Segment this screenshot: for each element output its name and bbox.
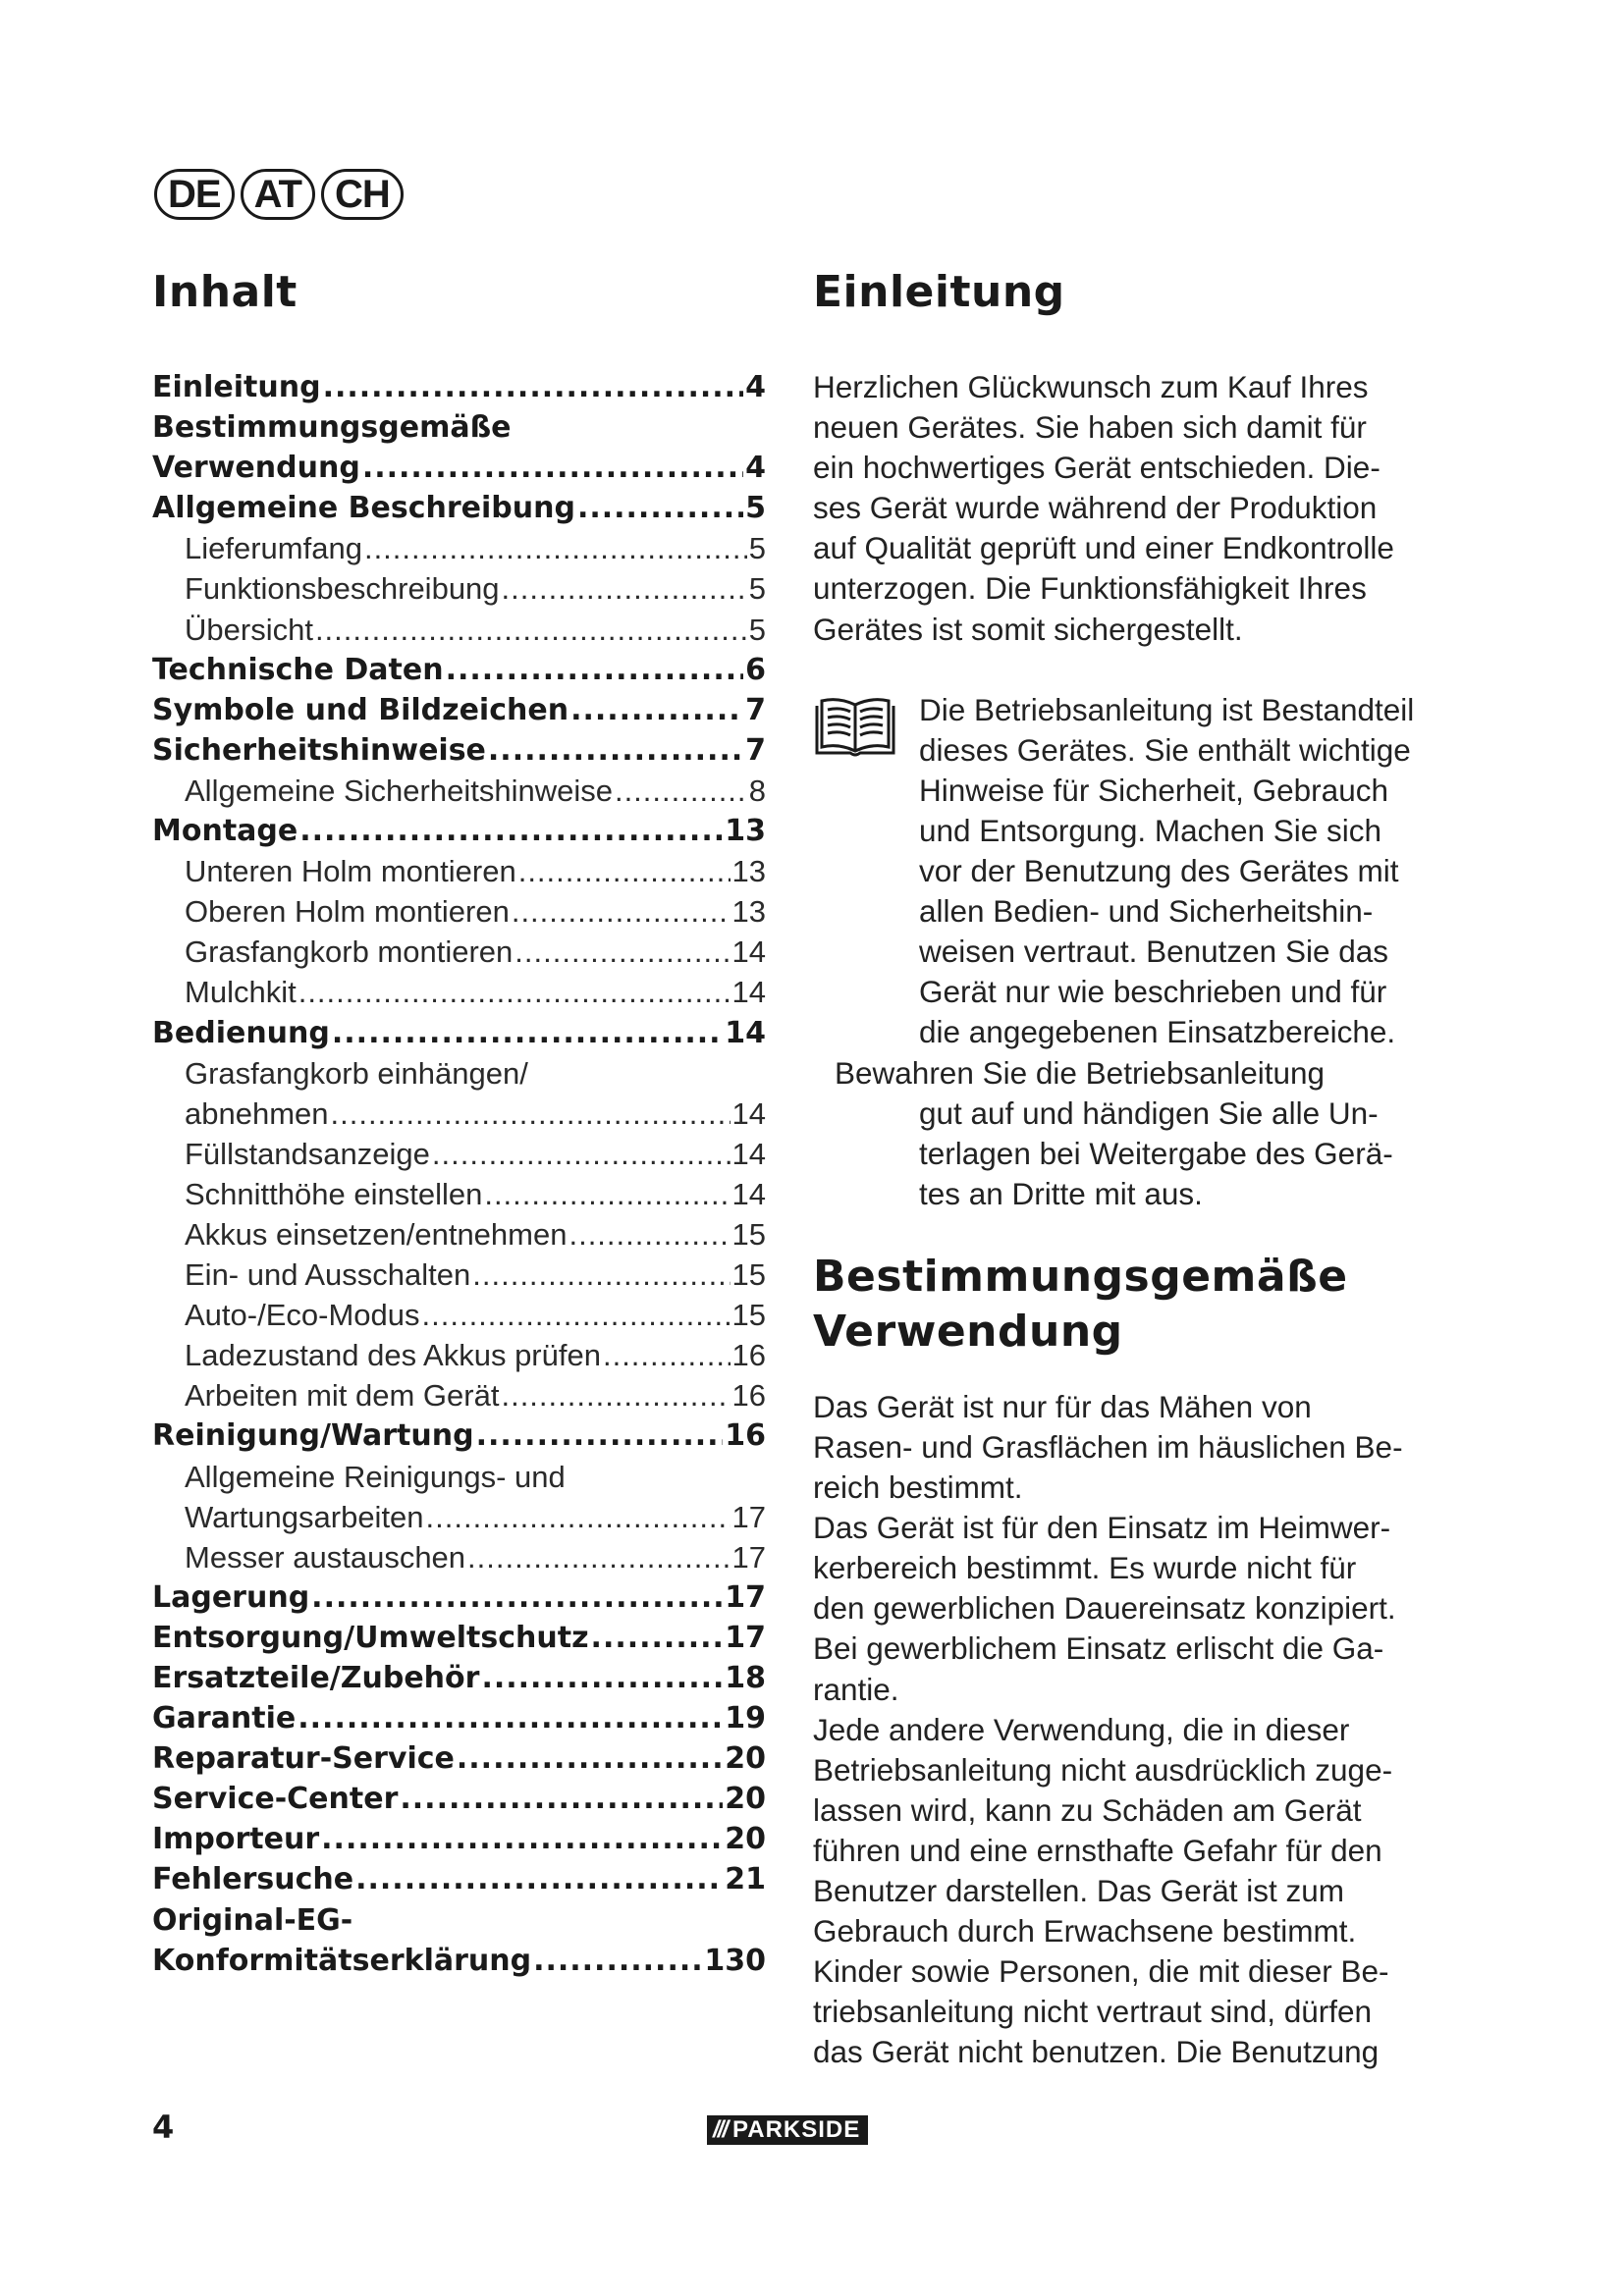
toc-entry bbox=[152, 1738, 766, 1779]
einleitung-intro bbox=[813, 367, 1441, 650]
toc-entry-page: 18 bbox=[725, 1661, 766, 1695]
toc-entry-page: 13 bbox=[725, 814, 766, 849]
toc-leader-dots bbox=[422, 1295, 731, 1335]
text-line: Das Gerät ist nur für das Mähen von bbox=[813, 1388, 1312, 1424]
toc-entry bbox=[152, 1859, 766, 1899]
text-line: Gerätes ist somit sichergestellt. bbox=[813, 611, 1243, 647]
toc-leader-dots bbox=[577, 488, 743, 528]
text-line: gut auf und händigen Sie alle Un- bbox=[919, 1095, 1379, 1131]
einleitung-heading: Einleitung bbox=[813, 267, 1065, 317]
text-line: Kinder sowie Personen, die mit dieser Be- bbox=[813, 1953, 1389, 1990]
text-line: auf Qualität geprüft und einer Endkontrolle bbox=[813, 530, 1394, 566]
toc-entry-page: 4 bbox=[745, 370, 766, 404]
toc-entry-page: 16 bbox=[725, 1418, 766, 1454]
text-line: Das Gerät ist für den Einsatz im Heimwer- bbox=[813, 1510, 1391, 1546]
toc-leader-dots bbox=[315, 610, 747, 650]
toc-entry bbox=[152, 730, 766, 771]
toc-entry-page: 17 bbox=[731, 1499, 766, 1534]
toc-entry-title: Verwendung bbox=[152, 451, 360, 486]
text-line: die angegebenen Einsatzbereiche. bbox=[919, 1014, 1396, 1050]
verwendung-heading-line1: Bestimmungsgemäße bbox=[813, 1251, 1348, 1302]
toc-entry bbox=[152, 1375, 766, 1415]
toc-entry bbox=[152, 1415, 766, 1456]
text-line: Jede andere Verwendung, die in dieser bbox=[813, 1711, 1350, 1747]
language-badges bbox=[154, 169, 404, 220]
toc-leader-dots bbox=[355, 1859, 723, 1899]
toc-entry bbox=[152, 528, 766, 568]
toc-leader-dots bbox=[321, 1819, 723, 1859]
toc-leader-dots bbox=[518, 851, 731, 891]
toc-entry-page: 130 bbox=[704, 1943, 766, 1978]
language-badge-ch: CH bbox=[321, 169, 404, 220]
toc-entry-page: 15 bbox=[731, 1298, 766, 1333]
toc-entry bbox=[152, 448, 766, 488]
open-book-icon bbox=[813, 696, 897, 761]
toc-entry-page: 5 bbox=[748, 531, 766, 566]
toc-entry-page: 4 bbox=[745, 451, 766, 486]
toc-leader-dots bbox=[299, 811, 723, 851]
text-line: Gerät nur wie beschrieben und für bbox=[919, 974, 1387, 1010]
toc-entry-page: 20 bbox=[725, 1741, 766, 1777]
logo-text: PARKSIDE bbox=[732, 2116, 861, 2143]
toc-entry-page: 20 bbox=[725, 1782, 766, 1817]
toc-entry-title: Unteren Holm montieren bbox=[185, 854, 516, 889]
toc-entry-page: 14 bbox=[731, 975, 766, 1010]
toc-entry-page: 14 bbox=[725, 1015, 766, 1050]
toc-entry-title: Allgemeine Reinigungs- und bbox=[185, 1459, 566, 1494]
toc-entry-title: Bestimmungsgemäße bbox=[152, 410, 512, 446]
toc-entry bbox=[152, 650, 766, 690]
toc-entry-title: Service-Center bbox=[152, 1782, 399, 1817]
toc-leader-dots bbox=[476, 1415, 724, 1456]
toc-entry-title: Bedienung bbox=[152, 1015, 330, 1050]
toc-entry-title: Füllstandsanzeige bbox=[185, 1136, 430, 1171]
toc-entry-title: Konformitätserklärung bbox=[152, 1943, 532, 1978]
toc-entry-title: Allgemeine Beschreibung bbox=[152, 491, 575, 526]
verwendung-heading bbox=[813, 1250, 1441, 1360]
toc-entry-page: 15 bbox=[731, 1216, 766, 1252]
toc-entry-title: Messer austauschen bbox=[185, 1539, 466, 1575]
toc-entry-title: Mulchkit bbox=[185, 975, 297, 1010]
toc-entry bbox=[152, 1214, 766, 1255]
toc-entry-title: Allgemeine Sicherheitshinweise bbox=[185, 773, 613, 808]
text-line: Gebrauch durch Erwachsene bestimmt. bbox=[813, 1913, 1357, 1949]
parkside-logo bbox=[707, 2115, 868, 2145]
toc-leader-dots bbox=[311, 1577, 723, 1618]
toc-entry-page: 17 bbox=[731, 1539, 766, 1575]
toc-leader-dots bbox=[457, 1738, 723, 1779]
toc-entry bbox=[152, 1779, 766, 1819]
toc-entry-page: 14 bbox=[731, 934, 766, 970]
toc-entry-title: Auto-/Eco-Modus bbox=[185, 1298, 420, 1333]
text-line: allen Bedien- und Sicherheitshin- bbox=[919, 893, 1374, 930]
text-line: dieses Gerätes. Sie enthält wichtige bbox=[919, 731, 1411, 768]
page-number: 4 bbox=[152, 2109, 175, 2146]
toc-entry bbox=[152, 1295, 766, 1335]
toc-entry-title: Ladezustand des Akkus prüfen bbox=[185, 1338, 601, 1373]
toc-entry bbox=[152, 891, 766, 932]
text-line: unterzogen. Die Funktionsfähigkeit Ihres bbox=[813, 570, 1367, 607]
toc-leader-dots bbox=[432, 1134, 731, 1174]
toc-entry-page: 5 bbox=[745, 491, 766, 526]
toc-entry-title: Garantie bbox=[152, 1701, 297, 1736]
toc-entry-page: 16 bbox=[731, 1378, 766, 1414]
toc-leader-dots bbox=[362, 448, 743, 488]
toc-entry bbox=[152, 690, 766, 730]
toc-leader-dots bbox=[364, 528, 747, 568]
toc-entry bbox=[152, 1013, 766, 1053]
toc-entry bbox=[152, 1255, 766, 1295]
text-line: rantie. bbox=[813, 1671, 899, 1707]
toc-entry-title: Symbole und Bildzeichen bbox=[152, 692, 569, 727]
toc-entry-title: Importeur bbox=[152, 1822, 320, 1857]
toc-entry-title: Schnitthöhe einstellen bbox=[185, 1176, 483, 1211]
toc-entry bbox=[152, 488, 766, 528]
toc-entry bbox=[152, 1174, 766, 1214]
text-line: neuen Gerätes. Sie haben sich damit für bbox=[813, 409, 1367, 446]
toc-leader-dots bbox=[298, 972, 731, 1012]
manual-note bbox=[813, 690, 1441, 1214]
toc-entry-page: 14 bbox=[731, 1136, 766, 1171]
toc-entry-title: Technische Daten bbox=[152, 652, 444, 687]
toc-entry-page: 21 bbox=[725, 1862, 766, 1897]
text-line: terlagen bei Weitergabe des Gerä- bbox=[919, 1135, 1393, 1171]
toc-leader-dots bbox=[400, 1779, 723, 1819]
toc-entry-title: Lieferumfang bbox=[185, 531, 362, 566]
toc-leader-dots bbox=[591, 1618, 724, 1658]
toc-leader-dots bbox=[332, 1013, 723, 1053]
verwendung-text bbox=[813, 1387, 1441, 2073]
toc-entry-title: Einleitung bbox=[152, 370, 321, 404]
toc-entry-page: 14 bbox=[731, 1095, 766, 1131]
manual-note-tail-indented bbox=[813, 1094, 1441, 1214]
text-line: das Gerät nicht benutzen. Die Benutzung bbox=[813, 2034, 1380, 2070]
text-line: den gewerblichen Dauereinsatz konzipiert. bbox=[813, 1590, 1396, 1627]
toc-entry bbox=[152, 1335, 766, 1375]
toc-entry-page: 14 bbox=[731, 1176, 766, 1211]
text-line: Hinweise für Sicherheit, Gebrauch bbox=[919, 772, 1388, 808]
toc-entry-title: Grasfangkorb montieren bbox=[185, 934, 514, 970]
toc-leader-dots bbox=[331, 1094, 731, 1134]
toc-entry bbox=[152, 1577, 766, 1618]
toc-leader-dots bbox=[603, 1335, 731, 1375]
toc-entry-title: Reinigung/Wartung bbox=[152, 1418, 474, 1454]
toc-column bbox=[152, 265, 766, 1981]
toc-entry-title: Lagerung bbox=[152, 1579, 310, 1615]
toc-entry-title: Sicherheitshinweise bbox=[152, 732, 486, 768]
toc-entry-title: abnehmen bbox=[185, 1095, 329, 1131]
toc-entry-title: Grasfangkorb einhängen/ bbox=[185, 1055, 528, 1091]
toc-leader-dots bbox=[502, 568, 747, 609]
toc-entry-page: 13 bbox=[731, 854, 766, 889]
text-line: lassen wird, kann zu Schäden am Gerät bbox=[813, 1791, 1362, 1828]
toc-entry-title: Reparatur-Service bbox=[152, 1741, 455, 1777]
toc-entry-page: 13 bbox=[731, 894, 766, 930]
toc-leader-dots bbox=[298, 1698, 723, 1738]
toc-entry-title: Fehlersuche bbox=[152, 1862, 354, 1897]
toc-entry-title: Original-EG- bbox=[152, 1902, 353, 1938]
toc-entry-title: Wartungsarbeiten bbox=[185, 1499, 424, 1534]
toc-leader-dots bbox=[570, 690, 743, 730]
toc-entry-title: Arbeiten mit dem Gerät bbox=[185, 1378, 500, 1414]
text-line: Betriebsanleitung nicht ausdrücklich zuge- bbox=[813, 1751, 1393, 1788]
text-line: reich bestimmt. bbox=[813, 1469, 1023, 1506]
toc-entry bbox=[152, 367, 766, 407]
toc-leader-dots bbox=[488, 730, 743, 771]
toc-entry-page: 5 bbox=[748, 571, 766, 607]
toc-entry bbox=[152, 1053, 766, 1094]
toc-leader-dots bbox=[472, 1255, 730, 1295]
toc-entry-title: Oberen Holm montieren bbox=[185, 894, 510, 930]
toc-entry bbox=[152, 568, 766, 609]
text-line: ses Gerät wurde während der Produktion bbox=[813, 490, 1378, 526]
toc-leader-dots bbox=[615, 771, 747, 811]
toc-entry bbox=[152, 1698, 766, 1738]
toc-leader-dots bbox=[426, 1497, 731, 1537]
toc-entry bbox=[152, 1900, 766, 1941]
text-line: weisen vertraut. Benutzen Sie das bbox=[919, 934, 1389, 970]
toc-entry bbox=[152, 1537, 766, 1577]
language-badge-at: AT bbox=[241, 169, 315, 220]
toc-entry-title: Ersatzteile/Zubehör bbox=[152, 1661, 480, 1695]
toc-entry-page: 5 bbox=[748, 612, 766, 647]
toc-entry bbox=[152, 851, 766, 891]
toc-entry-page: 20 bbox=[725, 1822, 766, 1857]
toc-leader-dots bbox=[501, 1375, 730, 1415]
toc-entry-page: 16 bbox=[731, 1338, 766, 1373]
text-line: Bei gewerblichem Einsatz erlischt die Ga- bbox=[813, 1630, 1384, 1667]
toc-leader-dots bbox=[533, 1941, 702, 1981]
toc-entry bbox=[152, 1094, 766, 1134]
toc-entry-page: 17 bbox=[725, 1620, 766, 1655]
text-line: triebsanleitung nicht vertraut sind, dürfen bbox=[813, 1994, 1373, 2030]
toc-leader-dots bbox=[446, 650, 744, 690]
toc-entry-title: Ein- und Ausschalten bbox=[185, 1257, 471, 1293]
toc-entry-page: 7 bbox=[745, 692, 766, 727]
text-line: tes an Dritte mit aus. bbox=[919, 1175, 1203, 1211]
text-line: ein hochwertiges Gerät entschieden. Die- bbox=[813, 450, 1380, 486]
toc-entry bbox=[152, 610, 766, 650]
toc-entry-title: Übersicht bbox=[185, 612, 313, 647]
text-line: führen und eine ernsthafte Gefahr für den bbox=[813, 1832, 1382, 1868]
manual-note-tail: Bewahren Sie die Betriebsanleitung bbox=[835, 1054, 1326, 1091]
toc-heading: Inhalt bbox=[152, 267, 298, 317]
toc-leader-dots bbox=[512, 891, 731, 932]
toc-entry bbox=[152, 771, 766, 811]
toc-entry-page: 15 bbox=[731, 1257, 766, 1293]
text-line: Benutzer darstellen. Das Gerät ist zum bbox=[813, 1873, 1344, 1908]
toc-entry bbox=[152, 1819, 766, 1859]
toc-entry-page: 8 bbox=[748, 773, 766, 808]
text-line: Rasen- und Grasflächen im häuslichen Be- bbox=[813, 1428, 1403, 1465]
text-line: Herzlichen Glückwunsch zum Kauf Ihres bbox=[813, 369, 1369, 404]
toc-leader-dots bbox=[568, 1214, 730, 1255]
toc-entry-page: 17 bbox=[725, 1579, 766, 1615]
toc-entry-page: 6 bbox=[745, 652, 766, 687]
logo-slashes: /// bbox=[713, 2116, 728, 2143]
toc-entry bbox=[152, 1618, 766, 1658]
text-line: Die Betriebsanleitung ist Bestandteil bbox=[919, 691, 1415, 727]
toc-leader-dots bbox=[323, 367, 744, 407]
toc-list bbox=[152, 367, 766, 1981]
toc-entry bbox=[152, 972, 766, 1012]
content-column bbox=[813, 265, 1441, 2072]
toc-entry bbox=[152, 407, 766, 448]
language-badge-de: DE bbox=[154, 169, 235, 220]
text-line: und Entsorgung. Machen Sie sich bbox=[919, 812, 1382, 848]
toc-entry-page: 7 bbox=[745, 732, 766, 768]
toc-entry-page: 19 bbox=[725, 1701, 766, 1736]
toc-entry bbox=[152, 1134, 766, 1174]
verwendung-heading-line2: Verwendung bbox=[813, 1306, 1123, 1357]
text-line: vor der Benutzung des Gerätes mit bbox=[919, 853, 1399, 889]
text-line: kerbereich bestimmt. Es wurde nicht für bbox=[813, 1550, 1357, 1586]
toc-entry bbox=[152, 811, 766, 851]
manual-note-text bbox=[813, 690, 1441, 1053]
toc-entry bbox=[152, 932, 766, 972]
toc-entry bbox=[152, 1941, 766, 1981]
toc-entry bbox=[152, 1457, 766, 1497]
toc-entry-title: Akkus einsetzen/entnehmen bbox=[185, 1216, 568, 1252]
toc-entry bbox=[152, 1497, 766, 1537]
toc-entry-title: Montage bbox=[152, 814, 298, 849]
toc-leader-dots bbox=[481, 1658, 723, 1698]
toc-entry bbox=[152, 1658, 766, 1698]
toc-leader-dots bbox=[467, 1537, 730, 1577]
toc-leader-dots bbox=[484, 1174, 730, 1214]
toc-leader-dots bbox=[514, 932, 730, 972]
toc-entry-title: Funktionsbeschreibung bbox=[185, 571, 500, 607]
toc-entry-title: Entsorgung/Umweltschutz bbox=[152, 1620, 589, 1655]
